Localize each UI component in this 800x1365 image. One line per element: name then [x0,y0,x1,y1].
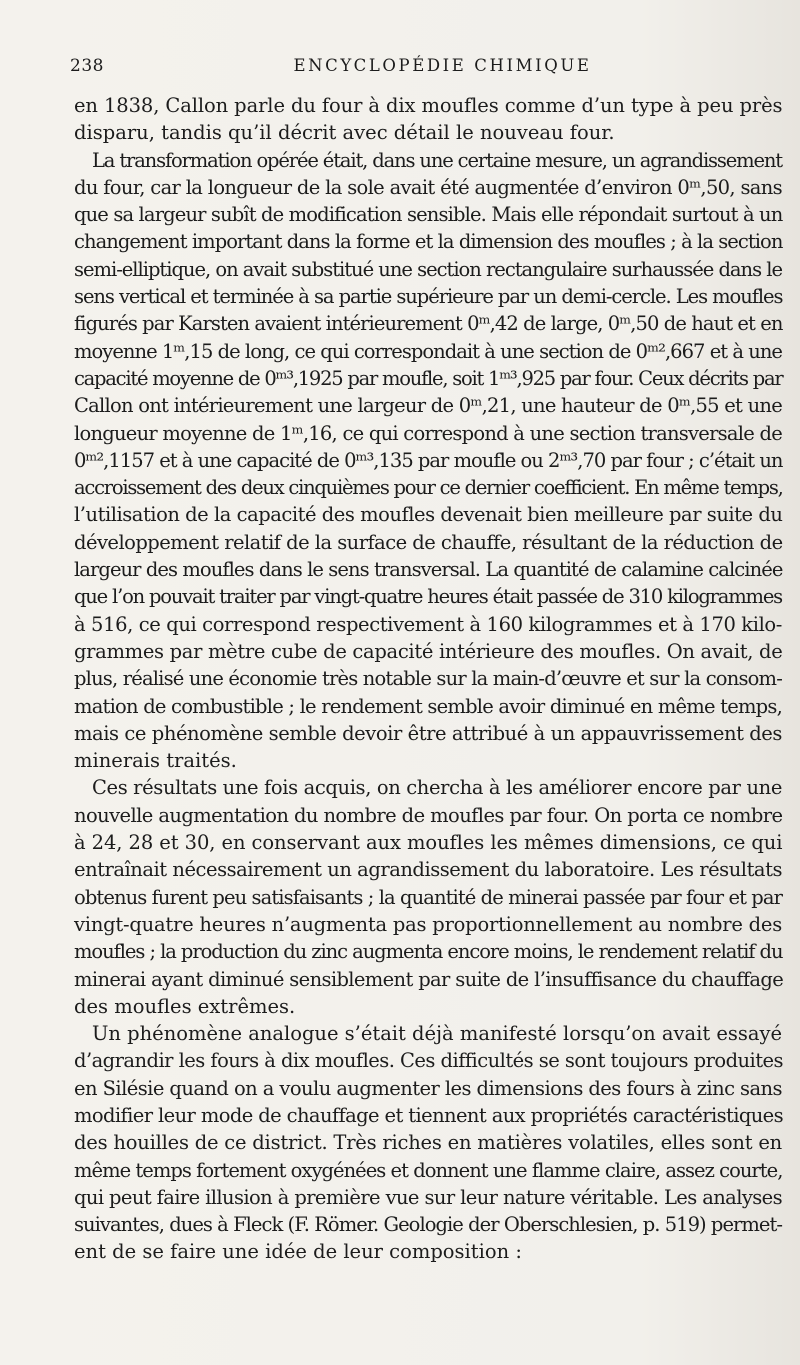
text-line: grammes par mètre cube de capacité intérieure des moufles. On avait, de [74,639,783,663]
text-line: ent de se faire une idée de leur composition : [74,1240,522,1264]
text-line: capacité moyenne de 0ᵐ³,1925 par moufle, soit 1ᵐ³,925 par four. Ceux décrits par [74,366,783,390]
text-line: La transformation opérée était, dans une certaine mesure, un agrandissement [92,148,782,172]
paragraph [74,774,782,1020]
text-line: en Silésie quand on a voulu augmenter les dimensions des fours à zinc sans [74,1076,782,1100]
text-line: développement relatif de la surface de chauffe, résultant de la réduction de [74,530,783,554]
text-line: mais ce phénomène semble devoir être attribué à un appauvrissement des [74,721,782,745]
text-line: des moufles extrêmes. [74,994,296,1018]
text-line: sens vertical et terminée à sa partie supérieure par un demi-cercle. Les moufles [74,285,783,309]
text-line: suivantes, dues à Fleck (F. Römer. Geologie der Oberschlesien, p. 519) permet- [74,1213,782,1237]
text-line: à 24, 28 et 30, en conservant aux moufles les mêmes dimensions, ce qui [74,831,783,855]
text-line: du four, car la longueur de la sole avait été augmentée d’environ 0ᵐ,50, sans [74,175,782,199]
text-line: figurés par Karsten avaient intérieurement 0ᵐ,42 de large, 0ᵐ,50 de haut et en [74,312,783,336]
text-line: même temps fortement oxygénées et donnent une flamme claire, assez courte, [74,1158,783,1182]
text-line: 0ᵐ²,1157 et à une capacité de 0ᵐ³,135 par moufle ou 2ᵐ³,70 par four ; c’était un [74,448,783,472]
text-line: moufles ; la production du zinc augmenta encore moins, le rendement relatif du [74,940,783,964]
text-line: que sa largeur subît de modification sensible. Mais elle répondait surtout à un [74,203,783,227]
text-line: semi-elliptique, on avait substitué une section rectangulaire surhaussée dans le [74,257,782,281]
text-line: obtenus furent peu satisfaisants ; la quantité de minerai passée par four et par [74,885,782,909]
text-line: que l’on pouvait traiter par vingt-quatre heures était passée de 310 kilogrammes [74,585,782,609]
text-line: en 1838, Callon parle du four à dix moufles comme d’un type à peu près [74,94,783,117]
text-line: longueur moyenne de 1ᵐ,16, ce qui correspond à une section transversale de [74,421,782,445]
text-line: l’utilisation de la capacité des moufles devenait bien meilleure par suite du [74,503,783,527]
running-head [70,56,775,80]
text-line: disparu, tandis qu’il décrit avec détail le nouveau four. [74,121,615,145]
page-number: 238 [70,56,104,76]
text-line: vingt-quatre heures n’augmenta pas proportionnellement au nombre des [74,912,782,936]
text-line: nouvelle augmentation du nombre de moufles par four. On porta ce nombre [74,803,783,827]
running-title: ENCYCLOPÉDIE CHIMIQUE [293,56,592,75]
text-line: modifier leur mode de chauffage et tiennent aux propriétés caractéristiques [74,1103,784,1127]
text-line: changement important dans la forme et la dimension des moufles ; à la section [74,230,783,254]
text-line: des houilles de ce district. Très riches en matières volatiles, elles sont en [74,1131,783,1155]
text-line: qui peut faire illusion à première vue sur leur nature véritable. Les analyses [74,1185,782,1209]
text-line: Un phénomène analogue s’était déjà manifesté lorsqu’on avait essayé [92,1022,782,1046]
paragraph [74,92,782,147]
text-line: plus, réalisé une économie très notable sur la main-d’œuvre et sur la consom- [74,667,782,691]
text-line: mation de combustible ; le rendement semble avoir diminué en même temps, [74,694,782,718]
text-line: largeur des moufles dans le sens transversal. La quantité de calamine calcinée [74,558,783,582]
body-text [74,92,782,1266]
text-line: minerai ayant diminué sensiblement par suite de l’insuffisance du chauffage [74,967,784,991]
text-line: Callon ont intérieurement une largeur de 0ᵐ,21, une hauteur de 0ᵐ,55 et une [74,394,782,418]
text-line: moyenne 1ᵐ,15 de long, ce qui correspondait à une section de 0ᵐ²,667 et à une [74,339,782,363]
text-line: à 516, ce qui correspond respectivement à 160 kilogrammes et à 170 kilo- [74,612,782,636]
text-line: d’agrandir les fours à dix moufles. Ces difficultés se sont toujours produites [74,1049,784,1073]
text-line: Ces résultats une fois acquis, on chercha à les améliorer encore par une [92,776,783,800]
paragraph [74,147,782,775]
text-line: minerais traités. [74,749,237,773]
paragraph [74,1020,782,1266]
text-line: accroissement des deux cinquièmes pour ce dernier coefficient. En même temps, [74,476,783,500]
text-line: entraînait nécessairement un agrandissement du laboratoire. Les résultats [74,858,782,882]
